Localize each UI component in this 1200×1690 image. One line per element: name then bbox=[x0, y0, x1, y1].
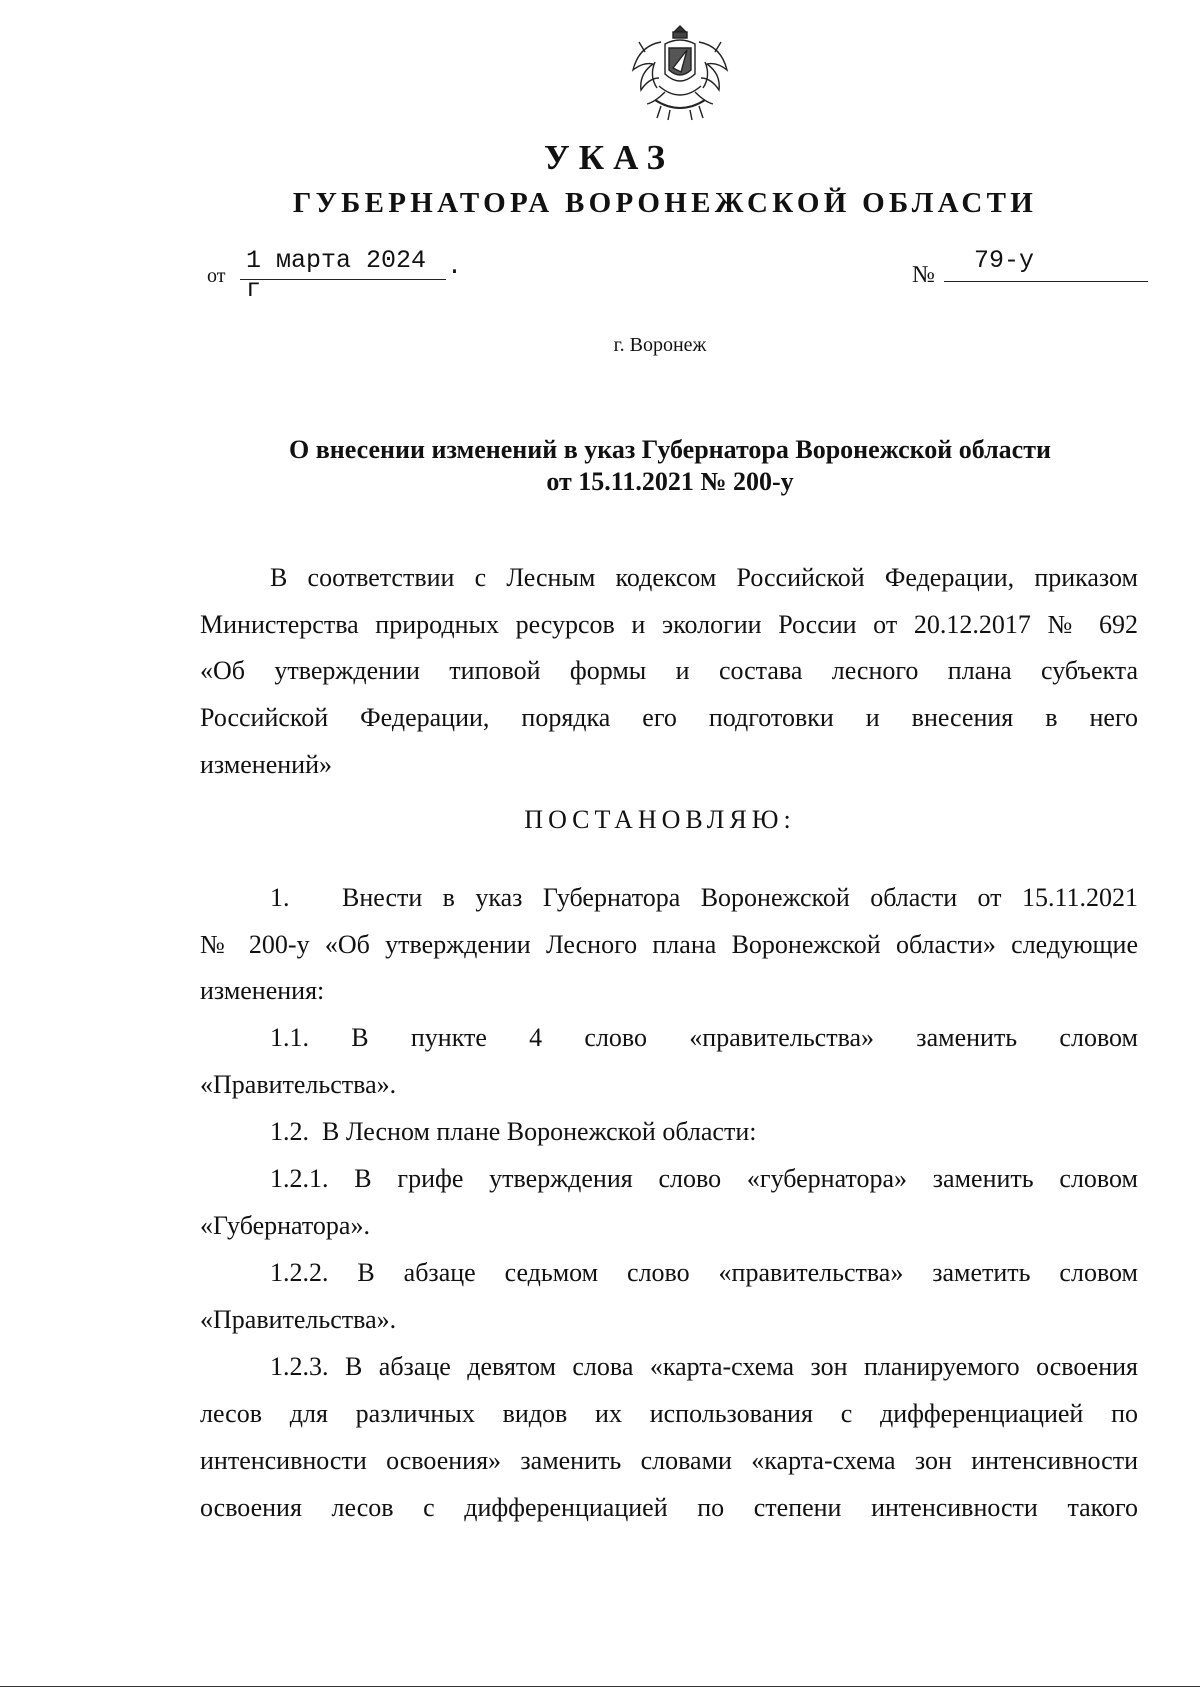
item-1-line-2: № 200-у «Об утверждении Лесного плана Воронежской области» следующие bbox=[200, 930, 1138, 959]
preamble-line-4: Российской Федерации, порядка его подготовки и внесения в него bbox=[200, 703, 1138, 732]
page-bottom-rule bbox=[0, 1686, 1200, 1687]
item-1-2-1-line-2: «Губернатора». bbox=[200, 1211, 370, 1240]
coat-of-arms-emblem bbox=[625, 22, 735, 124]
preamble-line-5: изменений» bbox=[200, 750, 333, 779]
item-1-line-3: изменения: bbox=[200, 976, 325, 1005]
document-date: 1 марта 2024 г bbox=[240, 246, 446, 280]
heading-line-1: О внесении изменений в указ Губернатора Воронежской области bbox=[289, 435, 1051, 464]
preamble-line-3: «Об утверждении типовой формы и состава лесного плана субъекта bbox=[200, 656, 1138, 685]
document-number: 79-у bbox=[944, 246, 1148, 282]
decree-word: ПОСТАНОВЛЯЮ: bbox=[524, 805, 796, 834]
item-1-2-3-line-4: освоения лесов с дифференциацией по степени интенсивности такого bbox=[200, 1493, 1138, 1522]
item-1-2-2-line-1: 1.2.2. В абзаце седьмом слово «правительства» заметить словом bbox=[270, 1258, 1138, 1287]
date-prefix: от bbox=[207, 265, 226, 287]
document-subtitle: ГУБЕРНАТОРА ВОРОНЕЖСКОЙ ОБЛАСТИ bbox=[292, 187, 1038, 219]
item-1-number: 1. bbox=[270, 883, 290, 912]
document-heading bbox=[200, 434, 1140, 498]
item-1-2-1-line-1: 1.2.1. В грифе утверждения слово «губернатора» заменить словом bbox=[270, 1164, 1138, 1193]
preamble-line-1: В соответствии с Лесным кодексом Российской Федерации, приказом bbox=[270, 563, 1138, 592]
item-1-2-3-line-2: лесов для различных видов их использования с дифференциацией по bbox=[200, 1399, 1138, 1428]
item-1-2-3-line-3: интенсивности освоения» заменить словами «карта-схема зон интенсивности bbox=[200, 1446, 1138, 1475]
item-1-1-line-1: 1.1. В пункте 4 слово «правительства» заменить словом bbox=[270, 1023, 1138, 1052]
heading-line-2: от 15.11.2021 № 200-у bbox=[546, 467, 794, 496]
item-1-line-1: Внести в указ Губернатора Воронежской области от 15.11.2021 bbox=[342, 883, 1138, 912]
date-dot: . bbox=[447, 252, 463, 281]
item-1-2-2-line-2: «Правительства». bbox=[200, 1305, 397, 1334]
item-1-2-line-1: 1.2. В Лесном плане Воронежской области: bbox=[270, 1117, 757, 1146]
document-title: УКАЗ bbox=[544, 138, 674, 177]
number-prefix: № bbox=[912, 262, 935, 288]
preamble-line-2: Министерства природных ресурсов и экологии России от 20.12.2017 № 692 bbox=[200, 610, 1138, 639]
item-1-1-line-2: «Правительства». bbox=[200, 1070, 397, 1099]
item-1-2-3-line-1: 1.2.3. В абзаце девятом слова «карта-схема зон планируемого освоения bbox=[270, 1352, 1138, 1381]
city-line: г. Воронеж bbox=[613, 334, 707, 356]
